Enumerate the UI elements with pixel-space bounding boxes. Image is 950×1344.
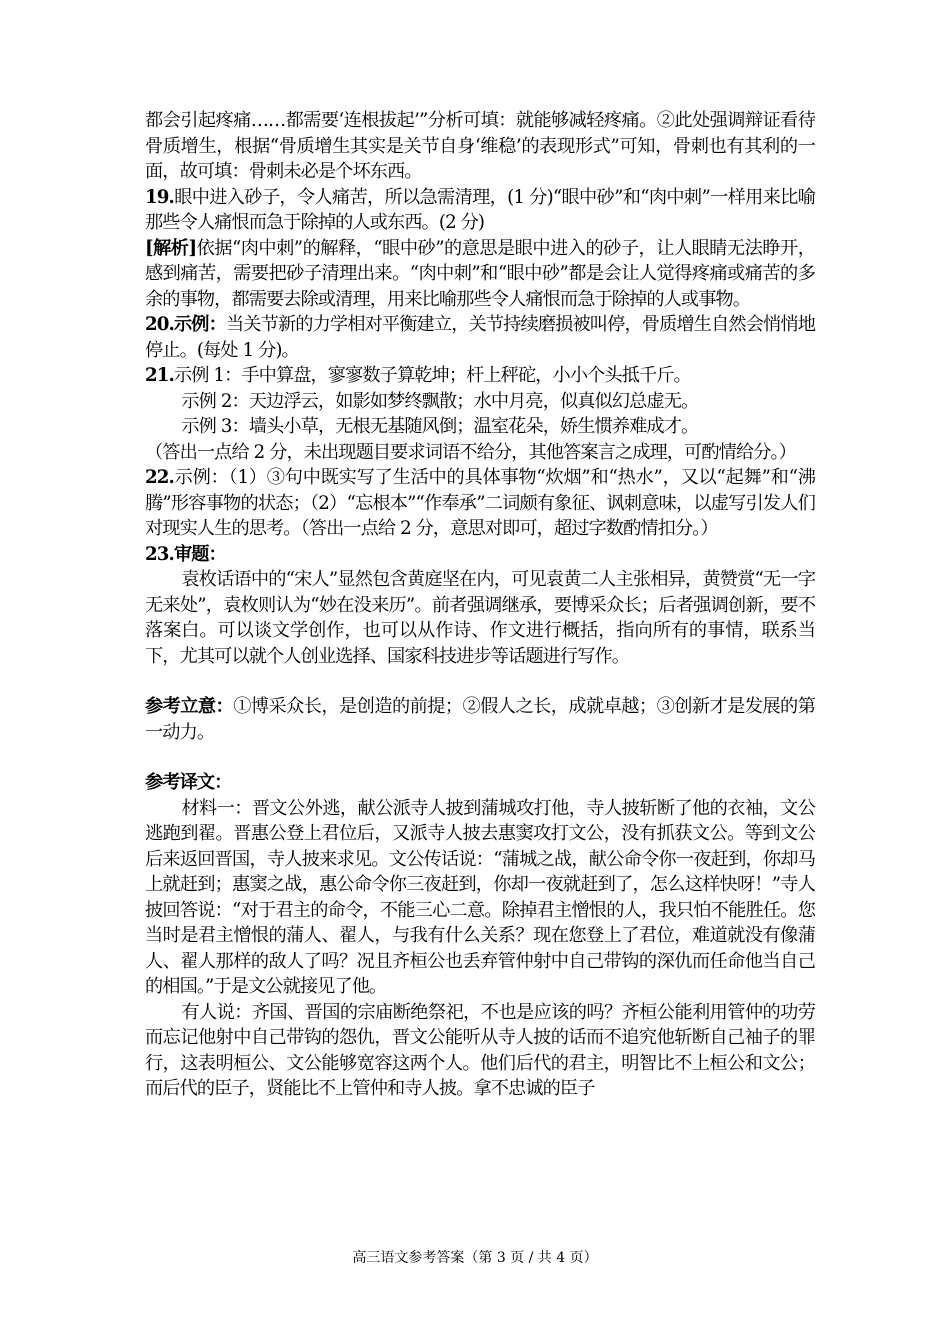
- answer-page: [145, 108, 815, 1102]
- answer-21-example-2: 示例 2：天边浮云，如影如梦终飘散；水中月亮，似真似幻总虚无。: [181, 390, 699, 412]
- translation-para-2: 有人说：齐国、晋国的宗庙断绝祭祀，不也是应该的吗？齐桓公能利用管仲的功劳而忘记他射中自己带钩的怨仇，晋文公能听从寺人披的话而不追究他斩断自己袖子的罪行，这表明桓公、文公能够宽容这两个人。他们后代的君主，明智比不上桓公和文公；而后代的臣子，贤能比不上管仲和寺人披。拿不忠诚的臣子: [145, 1001, 815, 1099]
- question-number: 20.示例：: [145, 314, 226, 335]
- answer-22: [145, 465, 815, 542]
- section-label: 参考立意：: [145, 696, 234, 717]
- analysis-19: [145, 236, 815, 313]
- question-number: 21.: [145, 365, 174, 386]
- section-text: ①博采众长，是创造的前提；②假人之长，成就卓越；③创新才是发展的第一动力。: [145, 696, 815, 743]
- answer-23-title: 23.审题：: [145, 543, 226, 565]
- answer-23-text: 袁枚话语中的“宋人”显然包含黄庭坚在内，可见袁黄二人主张相异，黄赞赏“无一字无来处”，袁枚则认为“妙在没来历”。前者强调继承，要博采众长；后者强调创新，要不落案白。可以谈文学创作，也可以从作诗、作文进行概括，指向所有的事情，联系当下，尤其可以就个人创业选择、国家科技进步等话题进行写作。: [145, 569, 815, 667]
- reference-translation-title: 参考译文：: [145, 772, 232, 793]
- example-1: 示例 1：手中算盘，寥寥数子算乾坤；杆上秤砣，小小个头抵千斤。: [173, 365, 691, 386]
- answer-text: 眼中进入砂子，令人痛苦，所以急需清理，(1 分)“眼中砂”和“肉中刺”一样用来比喻那些令人痛恨而急于除掉的人或东西。(2 分): [145, 186, 815, 233]
- reference-intent: [145, 694, 815, 745]
- translation-para-1: 材料一：晋文公外逃，献公派寺人披到蒲城攻打他，寺人披斩断了他的衣袖，文公逃跑到翟。晋惠公登上君位后，又派寺人披去惠窦攻打文公，没有抓获文公。等到文公后来返回晋国，寺人披来求见。文公传话说：“蒲城之战，献公命令你一夜赶到，你却马上就赶到；惠窦之战，惠公命令你三夜赶到，你却一夜就赶到了，怎么这样快呀！”寺人披回答说：“对于君主的命令，不能三心二意。除掉君主憎恨的人，我只怕不能胜任。您当时是君主憎恨的蒲人、翟人，与我有什么关系？现在您登上了君位，难道就没有像蒲人、翟人那样的敌人了吗？况且齐桓公也丢弃管仲射中自己带钩的深仇而任命他当自己的相国。”于是文公就接见了他。: [145, 797, 815, 997]
- answer-20: [145, 312, 815, 363]
- question-number: 22.: [145, 467, 174, 488]
- page-footer: 高三语文参考答案（第 3 页 / 共 4 页）: [352, 1250, 598, 1266]
- para-continued: 都会引起疼痛……都需要‘连根拔起’”分析可填：就能够减轻疼痛。②此处强调辩证看待骨质增生，根据“骨质增生其实是关节自身‘维稳’的表现形式”可知，骨刺也有其利的一面，故可填：骨刺未必是个坏东西。: [145, 110, 815, 182]
- question-number: 19.: [145, 186, 174, 208]
- analysis-text: 依据“肉中刺”的解释，“眼中砂”的意思是眼中进入的砂子，让人眼睛无法睁开，感到痛苦，需要把砂子清理出来。“肉中刺”和“眼中砂”都是会让人觉得疼痛或痛苦的多余的事物，都需要去除或清理，用来比喻那些令人痛恨而急于除掉的人或事物。: [145, 237, 815, 310]
- answer-text: 当关节新的力学相对平衡建立，关节持续磨损被叫停，骨质增生自然会悄悄地停止。(每处 1 分)。: [145, 314, 815, 361]
- answer-text: 示例：（1）③句中既实写了生活中的具体事物“炊烟”和“热水”，又以“起舞”和“沸腾”形容事物的状态；（2）“忘根本”“作奉承”二词颇有象征、讽刺意味，以虚写引发人们对现实人生的思考。（答出一点给 2 分，意思对即可，超过字数酌情扣分。）: [145, 467, 815, 539]
- answer-19: [145, 185, 815, 236]
- answer-21: [145, 363, 815, 389]
- answer-21-note: （答出一点给 2 分，未出现题目要求词语不给分，其他答案言之成理，可酌情给分。）: [145, 441, 796, 463]
- analysis-tag: [解析]: [145, 237, 197, 259]
- answer-21-example-3: 示例 3：墙头小草，无根无基随风倒；温室花朵，娇生惯养难成才。: [181, 416, 699, 437]
